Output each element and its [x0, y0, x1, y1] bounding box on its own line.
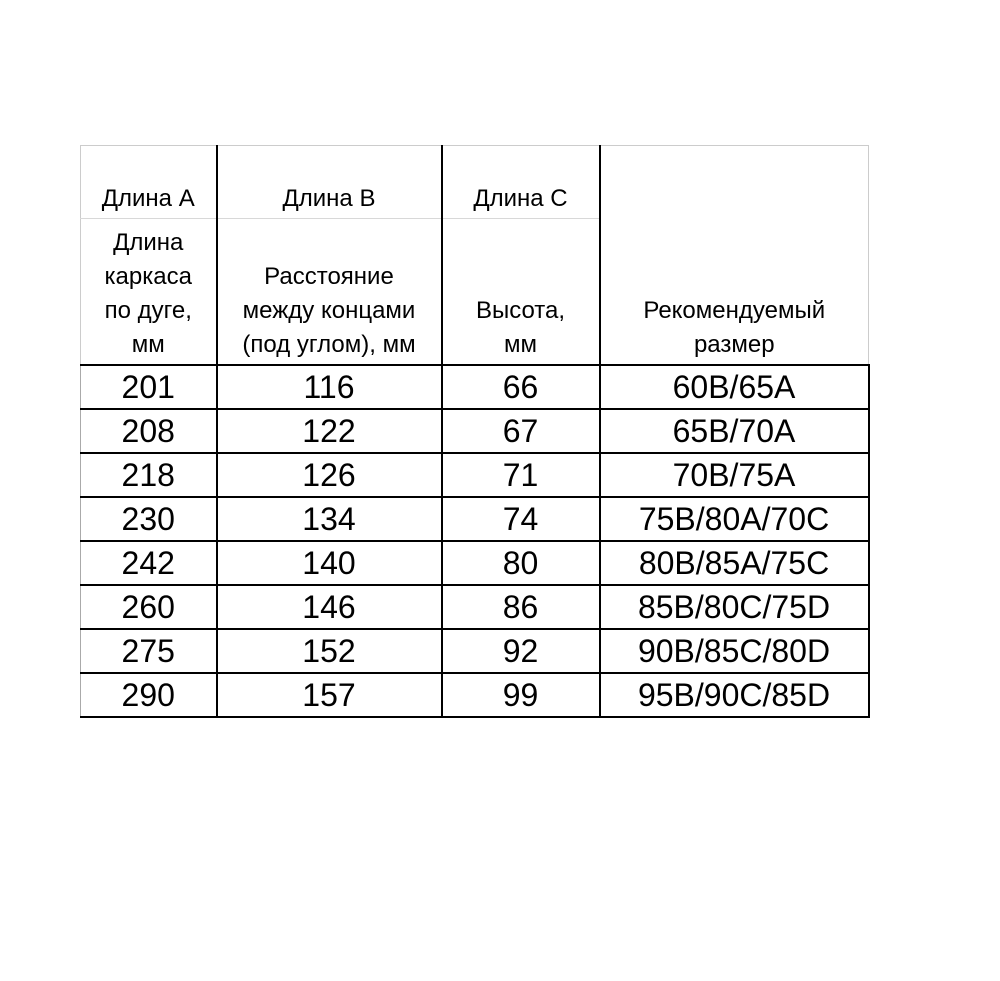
header-frame-length-line-2: каркаса [104, 263, 192, 290]
header-length-b: Длина В [217, 146, 442, 219]
cell-recommended-size: 80B/85A/75C [600, 541, 869, 585]
header-frame-length-line-3: по дуге, [104, 297, 192, 324]
header-recommended-size [600, 146, 869, 366]
header-end-distance-line-3: (под углом), мм [242, 331, 416, 358]
header-height-line-1: Высота, [475, 297, 566, 324]
header-length-a: Длина А [81, 146, 217, 219]
cell-length-b: 116 [217, 365, 442, 409]
cell-length-a: 230 [81, 497, 217, 541]
header-end-distance [217, 219, 442, 366]
cell-length-a: 275 [81, 629, 217, 673]
cell-recommended-size: 85B/80C/75D [600, 585, 869, 629]
table-row [81, 673, 869, 717]
cell-length-b: 140 [217, 541, 442, 585]
header-end-distance-line-1: Расстояние [264, 263, 394, 290]
cell-length-b: 122 [217, 409, 442, 453]
cell-length-c: 67 [442, 409, 600, 453]
table-row [81, 497, 869, 541]
cell-length-c: 92 [442, 629, 600, 673]
cell-length-a: 208 [81, 409, 217, 453]
header-end-distance-line-2: между концами [242, 297, 416, 324]
cell-recommended-size: 95B/90C/85D [600, 673, 869, 717]
cell-length-a: 218 [81, 453, 217, 497]
cell-recommended-size: 90B/85C/80D [600, 629, 869, 673]
table-row [81, 585, 869, 629]
cell-length-c: 99 [442, 673, 600, 717]
cell-recommended-size: 75B/80A/70C [600, 497, 869, 541]
table-row [81, 541, 869, 585]
cell-length-b: 157 [217, 673, 442, 717]
cell-length-c: 71 [442, 453, 600, 497]
header-recommended-line-1: Рекомендуемый [643, 297, 826, 324]
header-length-c: Длина С [442, 146, 600, 219]
cell-length-c: 74 [442, 497, 600, 541]
cell-length-b: 134 [217, 497, 442, 541]
table-row [81, 365, 869, 409]
header-frame-length [81, 219, 217, 366]
cell-recommended-size: 60B/65A [600, 365, 869, 409]
cell-recommended-size: 70B/75A [600, 453, 869, 497]
cell-length-a: 242 [81, 541, 217, 585]
header-height-line-2: мм [504, 331, 537, 358]
cell-length-b: 126 [217, 453, 442, 497]
cell-length-b: 146 [217, 585, 442, 629]
cell-length-b: 152 [217, 629, 442, 673]
header-recommended-line-2: размер [693, 331, 775, 358]
cell-length-c: 66 [442, 365, 600, 409]
table-row [81, 453, 869, 497]
cell-length-c: 86 [442, 585, 600, 629]
cell-recommended-size: 65B/70A [600, 409, 869, 453]
header-frame-length-line-4: мм [131, 331, 165, 358]
table-row [81, 409, 869, 453]
size-table [80, 145, 870, 718]
header-frame-length-line-1: Длина [113, 229, 184, 256]
cell-length-c: 80 [442, 541, 600, 585]
cell-length-a: 290 [81, 673, 217, 717]
header-height [442, 219, 600, 366]
cell-length-a: 260 [81, 585, 217, 629]
cell-length-a: 201 [81, 365, 217, 409]
header-row-top [81, 146, 869, 219]
table-row [81, 629, 869, 673]
